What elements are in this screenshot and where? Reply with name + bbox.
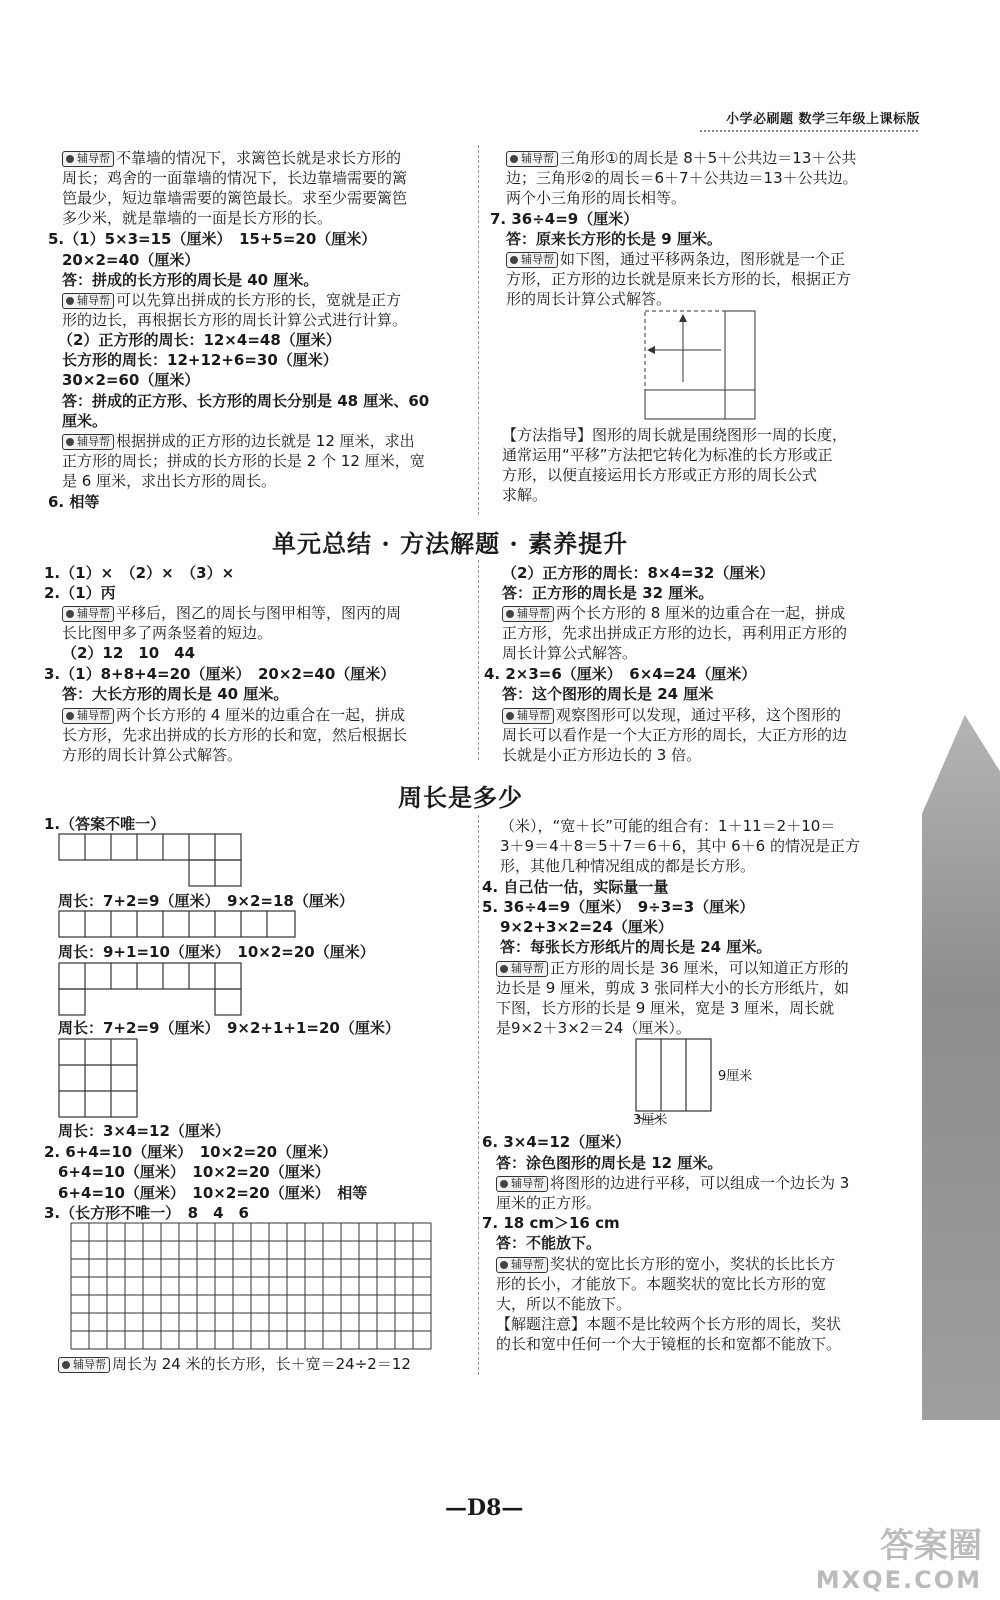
text-line-content: 4. 2×3=6（厘米） 6×4=24（厘米） <box>484 665 757 683</box>
text-line-content: 可以先算出拼成的长方形的长，宽就是正方 <box>116 291 402 309</box>
section-title-perimeter: 周长是多少 <box>398 783 523 812</box>
text-line <box>58 942 375 962</box>
text-line-content: 将图形的边进行平移，可以组成一个边长为 3 <box>550 1174 850 1192</box>
text-line <box>58 330 341 350</box>
text-line <box>62 208 332 228</box>
text-line-content: 两个小三角形的周长相等。 <box>506 189 687 207</box>
text-line-content: 【解题注意】本题不是比较两个长方形的周长，奖状 <box>496 1315 842 1333</box>
helper-badge: 辅导帮 <box>502 708 554 724</box>
text-line <box>502 623 847 643</box>
text-line <box>44 583 116 603</box>
header-dots <box>700 130 918 132</box>
text-line <box>44 664 395 684</box>
text-line <box>502 465 817 485</box>
helper-badge: 辅导帮 <box>496 1257 548 1273</box>
text-line <box>48 492 99 512</box>
text-line-content: 20×2=40（厘米） <box>62 251 200 269</box>
text-line-content: 答：这个图形的周长是 24 厘米 <box>502 685 714 703</box>
helper-badge: 辅导帮 <box>62 434 114 450</box>
text-line-content: 长比图甲多了两条竖着的短边。 <box>62 624 273 642</box>
text-line-content: 答：涂色图形的周长是 12 厘米。 <box>496 1154 723 1172</box>
text-line <box>62 684 288 704</box>
translation-figure <box>643 310 757 422</box>
column-separator <box>478 815 479 1375</box>
text-line-content: 3.（1）8+8+4=20（厘米） 20×2=40（厘米） <box>44 665 396 683</box>
text-line-content: 正方形的周长；拼成的长方形的长是 2 个 12 厘米，宽 <box>62 452 425 470</box>
text-line-content: 观察图形可以发现，通过平移，这个图形的 <box>556 706 842 724</box>
text-line-content: 2.（1）丙 <box>44 584 116 602</box>
column-separator <box>478 560 479 760</box>
text-line <box>496 1294 631 1314</box>
text-line-content: 2. 6+4=10（厘米） 10×2=20（厘米） <box>44 1143 338 1161</box>
text-line <box>62 188 407 208</box>
text-line <box>58 1183 367 1203</box>
text-line-content: 答：大长方形的周长是 40 厘米。 <box>62 685 289 703</box>
text-line-content: 答：每张长方形纸片的周长是 24 厘米。 <box>500 938 772 956</box>
text-line <box>62 623 272 643</box>
text-line <box>62 471 276 491</box>
text-line-content: 多少米，就是靠墙的一面是长方形的长。 <box>62 209 333 227</box>
text-line <box>62 290 401 310</box>
page-number: —D8— <box>445 1495 524 1521</box>
text-line-content: （2）12 10 44 <box>62 644 196 662</box>
text-line <box>44 1142 337 1162</box>
text-line-content: 不靠墙的情况下，求篱笆长就是求长方形的 <box>116 149 402 167</box>
text-line <box>44 814 165 834</box>
text-line <box>502 445 833 465</box>
text-line <box>502 725 847 745</box>
grid-shape-2 <box>58 910 298 940</box>
text-line-content: 的长和宽中任何一个大于镜框的长和宽都不能放下。 <box>496 1335 842 1353</box>
text-line <box>62 643 195 663</box>
text-line-content: 如下图，通过平移两条边，图形就是一个正 <box>560 250 846 268</box>
watermark-url: MXQE.COM <box>815 1566 982 1594</box>
text-line-content: 答：拼成的正方形、长方形的周长分别是 48 厘米、60 <box>62 392 430 410</box>
text-line-content: 周长：7+2=9（厘米） 9×2=18（厘米） <box>58 892 354 910</box>
text-line <box>490 209 638 229</box>
grid-shape-3 <box>58 962 242 1018</box>
answer-grid <box>70 1222 434 1354</box>
text-line-content: 4. 自己估一估，实际量一量 <box>482 878 669 896</box>
text-line <box>496 958 849 978</box>
helper-badge: 辅导帮 <box>62 708 114 724</box>
text-line <box>502 684 713 704</box>
text-line <box>48 229 376 249</box>
text-line-content: 两个长方形的 8 厘米的边重合在一起，拼成 <box>556 604 846 622</box>
text-line <box>496 1173 849 1193</box>
text-line-content: 6. 3×4=12（厘米） <box>482 1133 631 1151</box>
text-line <box>62 310 407 330</box>
text-line-content: 6+4=10（厘米） 10×2=20（厘米） <box>58 1163 330 1181</box>
text-line <box>506 168 858 188</box>
watermark-text: 答案圈 <box>880 1526 982 1566</box>
text-line <box>500 856 755 876</box>
text-line-content: 答：正方形的周长是 32 厘米。 <box>502 584 714 602</box>
text-line-content: 根据拼成的正方形的边长就是 12 厘米，求出 <box>116 432 415 450</box>
text-line <box>496 1314 841 1334</box>
text-line-content: 30×2=60（厘米） <box>62 371 200 389</box>
text-line <box>502 643 637 663</box>
text-line <box>62 451 425 471</box>
text-line-content: 形的边长，再根据长方形的周长计算公式进行计算。 <box>62 311 408 329</box>
text-line <box>500 937 771 957</box>
text-line <box>502 745 701 765</box>
text-line-content: 厘米的正方形。 <box>496 1194 602 1212</box>
text-line-content: 1.（1）× （2）× （3）× <box>44 564 235 582</box>
text-line <box>502 603 845 623</box>
text-line <box>482 877 668 897</box>
text-line <box>62 168 407 188</box>
text-line-content: 5. 36÷4=9（厘米） 9÷3=3（厘米） <box>482 898 755 916</box>
text-line <box>500 917 673 937</box>
text-line <box>62 391 429 411</box>
text-line-content: 周长：3×4=12（厘米） <box>58 1122 230 1140</box>
text-line-content: 厘米。 <box>62 412 108 430</box>
text-line-content: 周长为 24 米的长方形，长＋宽＝24÷2＝12 <box>112 1355 411 1373</box>
text-line-content: 7. 18 cm＞16 cm <box>482 1214 620 1232</box>
text-line-content: （2）正方形的周长：12×4=48（厘米） <box>58 331 341 349</box>
text-line-content: 笆最少，短边靠墙需要的篱笆最长。求至少需要篱笆 <box>62 189 408 207</box>
text-line <box>62 431 415 451</box>
text-line <box>500 836 860 856</box>
text-line-content: 周长；鸡舍的一面靠墙的情况下，长边靠墙需要的篱 <box>62 169 408 187</box>
text-line <box>506 269 851 289</box>
text-line-content: 5.（1）5×3=15（厘米） 15+5=20（厘米） <box>48 230 377 248</box>
helper-badge: 辅导帮 <box>502 606 554 622</box>
text-line-content: 方形，正方形的边长就是原来长方形的长，根据正方 <box>506 270 852 288</box>
text-line-content: 长方形的周长：12+12+6=30（厘米） <box>62 351 338 369</box>
text-line <box>482 1132 630 1152</box>
section-title-summary: 单元总结 · 方法解题 · 素养提升 <box>272 529 629 558</box>
text-line <box>482 1213 620 1233</box>
text-line <box>502 425 847 445</box>
text-line <box>496 1018 691 1038</box>
label-9cm: 9厘米 <box>718 1069 753 1084</box>
column-separator <box>478 145 479 515</box>
text-line-content: 1.（答案不唯一） <box>44 815 166 833</box>
text-line-content: 答：拼成的长方形的周长是 40 厘米。 <box>62 271 319 289</box>
text-line-content: 奖状的宽比长方形的宽小，奖状的长比长方 <box>550 1255 836 1273</box>
text-line-content: 大，所以不能放下。 <box>496 1295 632 1313</box>
text-line <box>58 1121 230 1141</box>
text-line-content: 形，其他几种情况组成的都是长方形。 <box>500 857 756 875</box>
text-line-content: 通常运用“平移”方法把它转化为标准的长方形或正 <box>502 446 833 464</box>
text-line <box>62 745 242 765</box>
text-line-content: 周长：7+2=9（厘米） 9×2+1+1=20（厘米） <box>58 1019 400 1037</box>
text-line <box>58 1018 400 1038</box>
text-line-content: 6+4=10（厘米） 10×2=20（厘米） 相等 <box>58 1184 368 1202</box>
text-line-content: 6. 相等 <box>48 493 100 511</box>
text-line-content: 周长可以看作是一个大正方形的周长，大正方形的边 <box>502 726 848 744</box>
text-line-content: 形的长小，才能放下。本题奖状的宽比长方形的宽 <box>496 1275 827 1293</box>
text-line <box>58 1162 330 1182</box>
text-line-content: 平移后，图乙的周长与图甲相等，图丙的周 <box>116 604 402 622</box>
text-line <box>502 563 774 583</box>
text-line <box>62 250 199 270</box>
text-line <box>506 289 671 309</box>
text-line-content: 7. 36÷4=9（厘米） <box>490 210 639 228</box>
text-line <box>62 705 405 725</box>
text-line <box>506 229 722 249</box>
helper-badge: 辅导帮 <box>496 961 548 977</box>
page-header: 小学必刷题 数学三年级上课标版 <box>725 112 920 127</box>
helper-badge: 辅导帮 <box>62 606 114 622</box>
helper-badge: 辅导帮 <box>506 151 558 167</box>
text-line <box>62 603 401 623</box>
text-line <box>496 998 834 1018</box>
text-line <box>506 148 856 168</box>
text-line-content: 求解。 <box>502 486 548 504</box>
text-line <box>58 1354 411 1374</box>
text-line <box>506 188 686 208</box>
text-line-content: （米），“宽＋长”可能的组合有：1＋11＝2＋10＝ <box>500 817 836 835</box>
text-line <box>62 148 401 168</box>
helper-badge: 辅导帮 <box>62 293 114 309</box>
text-line-content: 正方形的周长是 36 厘米，可以知道正方形的 <box>550 959 849 977</box>
helper-badge: 辅导帮 <box>58 1357 110 1373</box>
helper-badge: 辅导帮 <box>506 252 558 268</box>
text-line <box>506 249 845 269</box>
text-line <box>500 816 835 836</box>
text-line-content: 形的周长计算公式解答。 <box>506 290 672 308</box>
text-line <box>502 485 547 505</box>
text-line-content: 9×2+3×2=24（厘米） <box>500 918 673 936</box>
text-line-content: 周长：9+1=10（厘米） 10×2=20（厘米） <box>58 943 375 961</box>
text-line <box>496 1153 722 1173</box>
text-line <box>482 897 754 917</box>
text-line <box>62 370 199 390</box>
text-line <box>58 891 354 911</box>
text-line <box>62 350 338 370</box>
text-line <box>62 270 318 290</box>
text-line <box>496 978 849 998</box>
text-line <box>496 1193 601 1213</box>
text-line <box>62 725 407 745</box>
label-3cm: 3厘米 <box>633 1113 668 1128</box>
text-line <box>44 1203 249 1223</box>
text-line-content: 方形的周长计算公式解答。 <box>62 746 243 764</box>
text-line-content: 3＋9＝4＋8＝5＋7＝6＋6，其中 6＋6 的情况是正方 <box>500 837 860 855</box>
text-line <box>502 583 713 603</box>
text-line-content: 【方法指导】图形的周长就是围绕图形一周的长度， <box>502 426 848 444</box>
text-line-content: 方形，以便直接运用长方形或正方形的周长公式 <box>502 466 818 484</box>
text-line-content: 是 6 厘米，求出长方形的周长。 <box>62 472 277 490</box>
text-line-content: 正方形，先求出拼成正方形的边长，再利用正方形的 <box>502 624 848 642</box>
text-line <box>62 411 107 431</box>
text-line <box>496 1274 826 1294</box>
text-line-content: （2）正方形的周长：8×4=32（厘米） <box>502 564 775 582</box>
text-line-content: 边；三角形②的周长＝6＋7＋公共边＝13＋公共边。 <box>506 169 858 187</box>
text-line <box>496 1233 601 1253</box>
text-line-content: 下图，长方形的长是 9 厘米，宽是 3 厘米，周长就 <box>496 999 835 1017</box>
side-decoration <box>922 715 1000 1420</box>
text-line-content: 长方形，先求出拼成的长方形的长和宽，然后根据长 <box>62 726 408 744</box>
text-line <box>496 1334 841 1354</box>
text-line-content: 3.（长方形不唯一） 8 4 6 <box>44 1204 249 1222</box>
text-line-content: 两个长方形的 4 厘米的边重合在一起，拼成 <box>116 706 406 724</box>
grid-shape-1 <box>58 833 242 887</box>
text-line <box>484 664 756 684</box>
text-line <box>44 563 234 583</box>
text-line-content: 是9×2＋3×2＝24（厘米）。 <box>496 1019 691 1037</box>
text-line-content: 边长是 9 厘米，剪成 3 张同样大小的长方形纸片，如 <box>496 979 850 997</box>
helper-badge: 辅导帮 <box>496 1176 548 1192</box>
text-line-content: 长就是小正方形边长的 3 倍。 <box>502 746 702 764</box>
text-line-content: 三角形①的周长是 8＋5＋公共边＝13＋公共 <box>560 149 857 167</box>
text-line-content: 答：不能放下。 <box>496 1234 602 1252</box>
text-line-content: 周长计算公式解答。 <box>502 644 638 662</box>
text-line <box>502 705 841 725</box>
grid-shape-4 <box>58 1038 140 1120</box>
text-line <box>496 1254 835 1274</box>
text-line-content: 答：原来长方形的长是 9 厘米。 <box>506 230 722 248</box>
helper-badge: 辅导帮 <box>62 151 114 167</box>
